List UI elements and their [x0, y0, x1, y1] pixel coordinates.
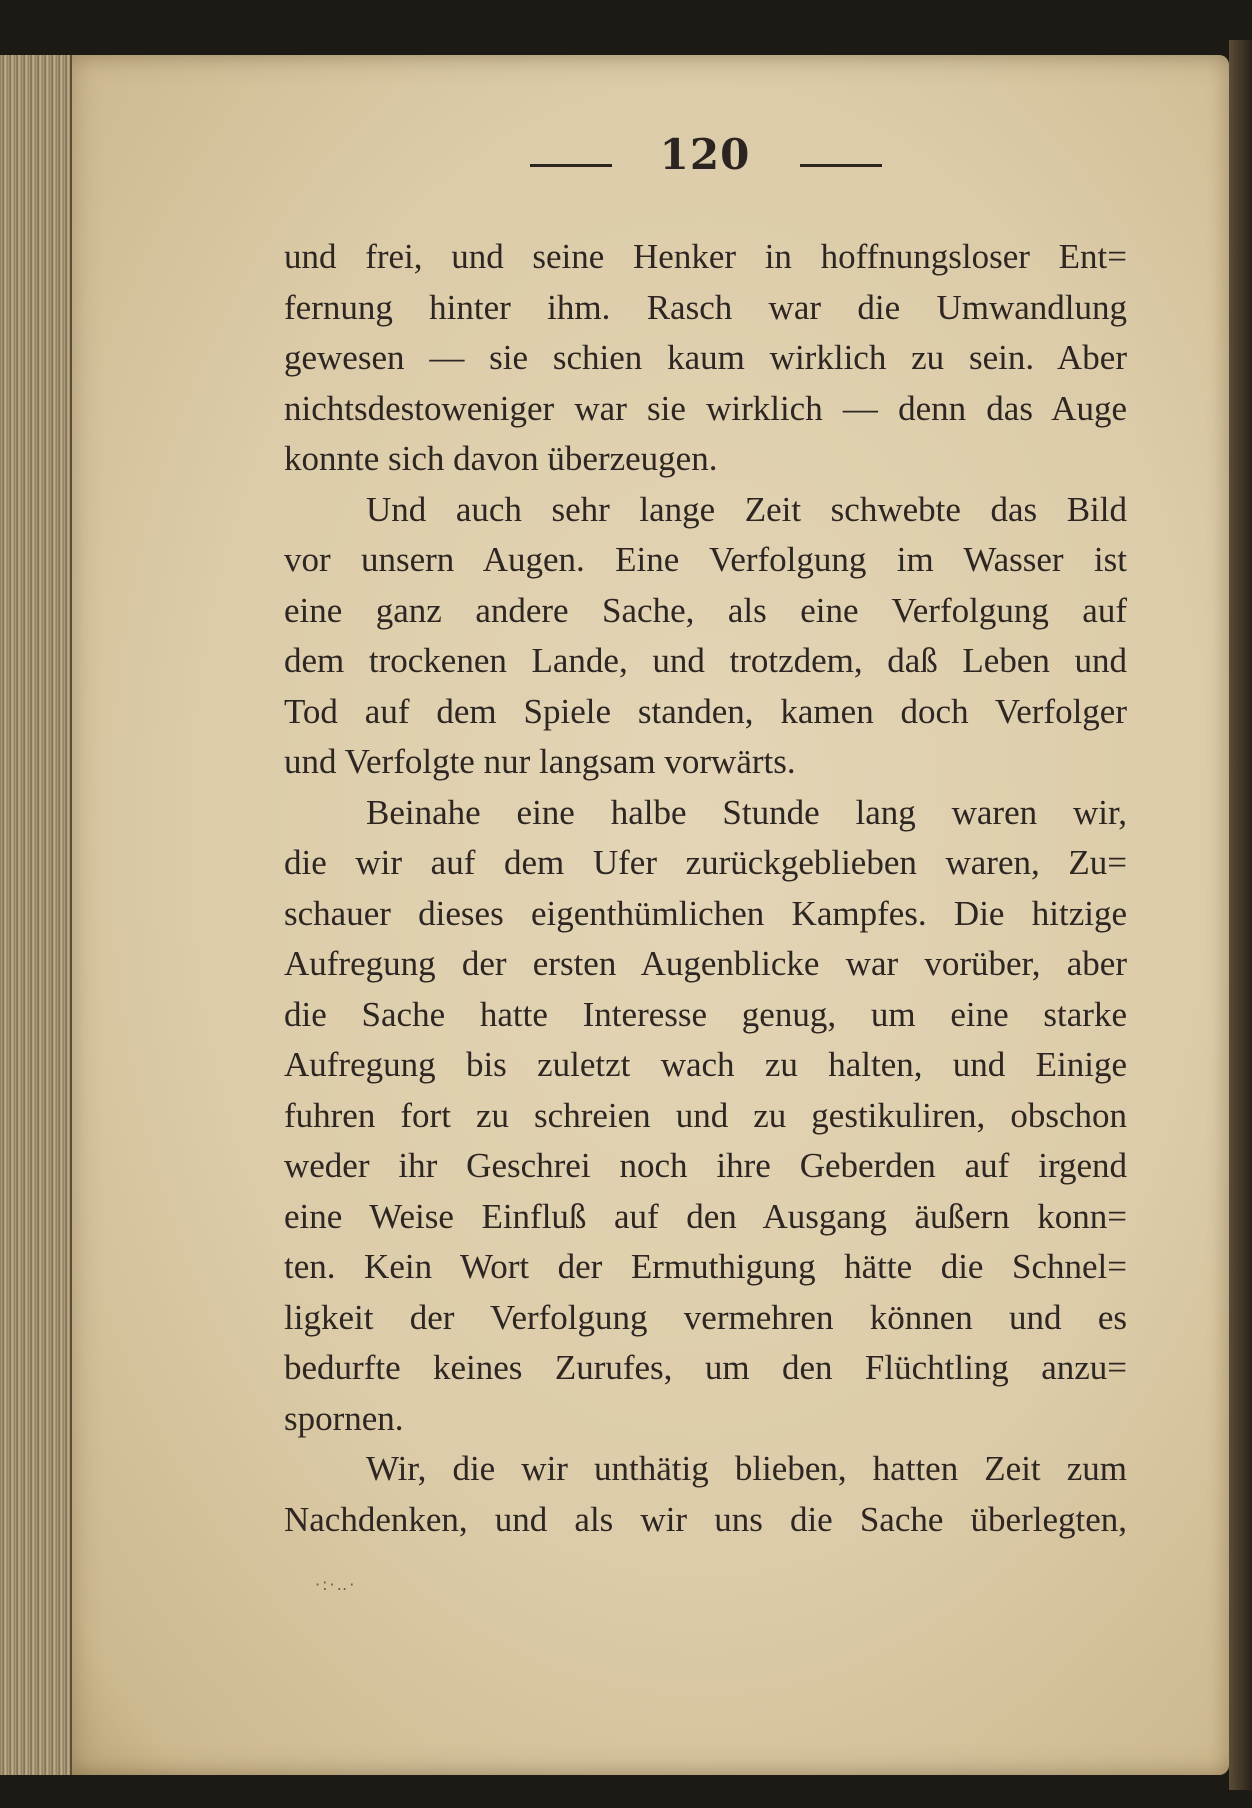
text-line: eine ganz andere Sache, als eine Verfolgung auf — [284, 590, 1127, 630]
body-text — [284, 232, 1127, 1545]
text-line: ligkeit der Verfolgung vermehren können und es — [284, 1297, 1127, 1337]
text-line: fernung hinter ihm. Rasch war die Umwandlung — [284, 287, 1127, 327]
page-edges — [0, 55, 72, 1775]
text-line: bedurfte keines Zurufes, um den Flüchtling anzu= — [284, 1348, 1127, 1387]
text-line: Aufregung der ersten Augenblicke war vorüber, aber — [284, 944, 1127, 983]
text-line: Tod auf dem Spiele standen, kamen doch Verfolger — [284, 691, 1127, 731]
text-line: ten. Kein Wort der Ermuthigung hätte die Schnel= — [284, 1247, 1127, 1286]
text-line: spornen. — [284, 1398, 404, 1438]
text-line: Und auch sehr lange Zeit schwebte das Bild — [366, 489, 1127, 529]
text-line: Wir, die wir unthätig blieben, hatten Zeit zum — [366, 1449, 1127, 1488]
text-line: die Sache hatte Interesse genug, um eine starke — [284, 994, 1127, 1034]
header-rule-right — [800, 164, 882, 167]
binding-edge — [1229, 40, 1252, 1790]
header-rule-left — [530, 164, 612, 167]
text-line: und Verfolgte nur langsam vorwärts. — [284, 742, 796, 781]
text-line: und frei, und seine Henker in hoffnungsloser Ent= — [284, 237, 1127, 276]
text-line: weder ihr Geschrei noch ihre Geberden auf irgend — [284, 1146, 1127, 1185]
text-line: konnte sich davon überzeugen. — [284, 439, 718, 478]
text-line: fuhren fort zu schreien und zu gestikuliren, obschon — [284, 1095, 1127, 1135]
text-line: die wir auf dem Ufer zurückgeblieben waren, Zu= — [284, 843, 1127, 882]
text-line: dem trockenen Lande, und trotzdem, daß Leben und — [284, 641, 1127, 680]
text-line: Beinahe eine halbe Stunde lang waren wir, — [366, 792, 1127, 832]
text-line: Nachdenken, und als wir uns die Sache überlegten, — [284, 1499, 1127, 1539]
paper-specks: ·:·‥· — [315, 1575, 357, 1594]
text-line: vor unsern Augen. Eine Verfolgung im Wasser ist — [284, 540, 1127, 579]
page-header — [0, 130, 1252, 190]
text-line: schauer dieses eigenthümlichen Kampfes. Die hitzige — [284, 893, 1127, 933]
text-line: eine Weise Einfluß auf den Ausgang äußern konn= — [284, 1196, 1127, 1236]
text-line: Aufregung bis zuletzt wach zu halten, und Einige — [284, 1045, 1127, 1084]
text-line: nichtsdestoweniger war sie wirklich — denn das Auge — [284, 388, 1127, 428]
text-line: gewesen — sie schien kaum wirklich zu sein. Aber — [284, 338, 1127, 377]
page-number: 120 — [659, 130, 751, 179]
